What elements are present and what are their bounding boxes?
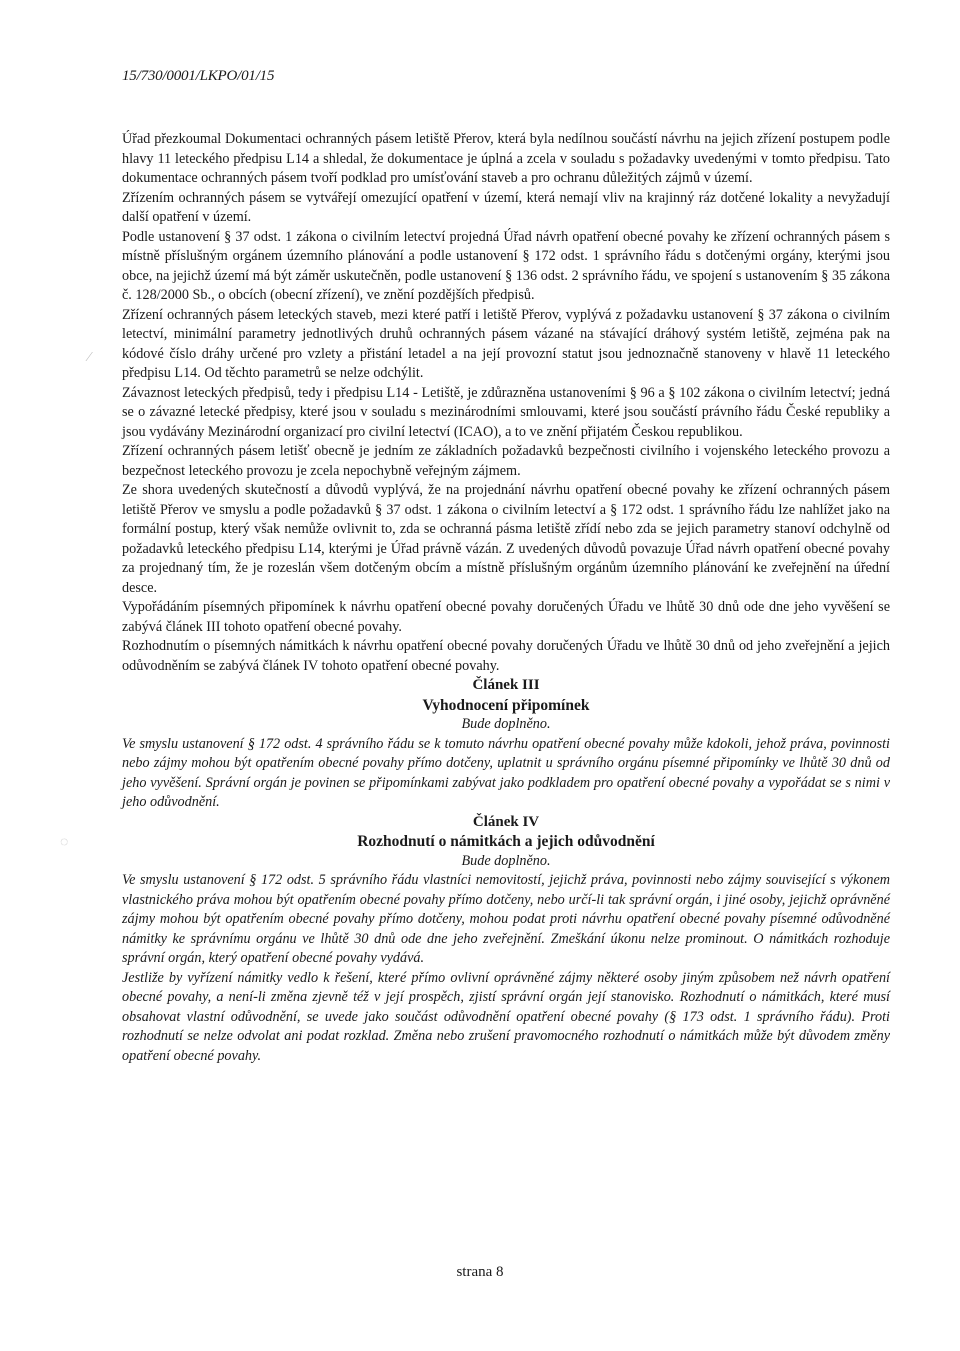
paragraph: Podle ustanovení § 37 odst. 1 zákona o civilním letectví projedná Úřad návrh opatření obecné povahy ke zřízení ochranných pásem s místně příslušným orgánem územního plánování a podle ustanovení § 172 odst. 1 správního řádu s dotčenými orgány, kterými jsou obce, na jejichž území má být záměr uskutečněn, podle ustanovení § 136 odst. 2 správního řádu, ve spojení s ustanovením § 35 zákona č. 128/2000 Sb., o obcích (obecní zřízení), ve znění pozdějších předpisů. <box>122 228 890 303</box>
paragraph: Ze shora uvedených skutečností a důvodů vyplývá, že na projednání návrhu opatření obecné povahy ke zřízení ochranných pásem letiště Přerov ve smyslu a podle požadavků § 37 odst. 1 zákona o civilním letectví a § 172 odst. 1 správního řádu lze nahlížet jako na formální postup, který však nemůže ovlivnit to, zda se ochranná pásma letiště zřídí nebo zda se jejich parametry stanoví odchylně od požadavků leteckého předpisu L14, kterými je Úřad právně vázán. Z uvedených důvodů povazuje Úřad návrh opatření obecné povahy za projednaný tím, že je rozeslán všem dotčeným obcím a místně příslušným orgánům územního plánování ke zveřejnění na úřední desce. <box>122 482 890 596</box>
article-3-paragraph: Ve smyslu ustanovení § 172 odst. 4 správního řádu se k tomuto návrhu opatření obecné povahy může kdokoli, jehož práva, povinnosti nebo zájmy mohou být opatřením obecné povahy přímo dotčeny, uplatnit u správního orgánu písemné připomínky ve lhůtě 30 dnů od jeho vyvěšení. Správní orgán je povinen se připomínkami zabývat jako podkladem pro opatření obecné povahy a vypořádat se s nimi v jeho odůvodnění. <box>122 735 890 810</box>
scan-artifact-icon: ⁄ <box>88 350 91 365</box>
article-4-paragraph: Jestliže by vyřízení námitky vedlo k řešení, které přímo ovlivní oprávněné zájmy některé osoby jiným způsobem než návrh opatření obecné povahy, a není-li změna zjevně též v její prospěch, zjistí správní orgán její stanovisko. Rozhodnutí o námitkách, které musí obsahovat vlastní odůvodnění, se uvede jako součást odůvodnění opatření obecné povahy (§ 173 odst. 1 správního řádu). Proti rozhodnutí se nelze odvolat ani podat rozklad. Změna nebo zrušení pravomocného rozhodnutí o námitkách může být důvodem změny opatření obecné povahy. <box>122 969 890 1064</box>
paragraph: Zřízení ochranných pásem leteckých staveb, mezi které patří i letiště Přerov, vyplývá z požadavku ustanovení § 37 zákona o civilním letectví, minimální parametry jednotlivých druhů ochranných pásem vázané na stávající dráhový systém letiště, zejména pak na kódové číslo dráhy určené pro vzlety a přistání letadel a na její provozní statut jsou jednoznačně stanoveny v hlavě 11 leteckého předpisu L14. Od těchto parametrů se nelze odchýlit. <box>122 306 890 381</box>
scan-artifact-icon: ◌ <box>60 835 69 850</box>
paragraph: Zřízení ochranných pásem letišť obecně je jedním ze základních požadavků bezpečnosti civilního i vojenského leteckého provozu a bezpečnost leteckého provozu je zcela nepochybně veřejným zájmem. <box>122 443 890 479</box>
article-4-note: Bude doplněno. <box>461 852 551 869</box>
document-reference: 15/730/0001/LKPO/01/15 <box>122 68 275 84</box>
paragraph: Rozhodnutím o písemných námitkách k návrhu opatření obecné povahy doručených Úřadu ve lhůtě 30 dnů od jeho zveřejnění a jejich odůvodněním se zabývá článek IV tohoto opatření obecné povahy. <box>122 638 890 674</box>
article-4-paragraph: Ve smyslu ustanovení § 172 odst. 5 správního řádu vlastníci nemovitostí, jejichž práva, povinnosti nebo zájmy související s výkonem vlastnického práva mohou být opatřením obecné povahy přímo dotčeny, nebo určí-li tak správní orgán, i jiné osoby, jejichž oprávněné zájmy mohou být opatřením obecné povahy přímo dotčeny, mohou podat proti návrhu opatření obecné povahy písemné odůvodněné námitky ke správnímu orgánu ve lhůtě 30 dnů ode dne jeho zveřejnění. Zmeškání úkonu nelze prominout. O námitkách rozhoduje správní orgán, který opatření obecné povahy vydává. <box>122 872 890 966</box>
paragraph: Vypořádáním písemných připomínek k návrhu opatření obecné povahy doručených Úřadu ve lhůtě 30 dnů ode dne jeho vyvěšení se zabývá článek III tohoto opatření obecné povahy. <box>122 599 890 635</box>
article-3-note: Bude doplněno. <box>461 716 551 732</box>
paragraph: Zřízením ochranných pásem se vytvářejí omezující opatření v území, která nemají vliv na krajinný ráz dotčené lokality a nevyžadují další opatření v území. <box>122 189 890 225</box>
article-3-title: Vyhodnocení připomínek <box>422 696 590 714</box>
page-number: strana 8 <box>456 1264 504 1280</box>
article-3-number: Článek III <box>472 677 540 693</box>
article-4-number: Článek IV <box>472 813 540 830</box>
paragraph: Závaznost leteckých předpisů, tedy i předpisu L14 - Letiště, je zdůrazněna ustanoveními § 96 a § 102 zákona o civilním letectví; jedná se o závazné letecké předpisy, které jsou v souladu s mezinárodními smlouvami, které jsou součástí právního řádu České republiky a jsou vydávány Mezinárodní organizací pro civilní letectví (ICAO), a to ve znění přijatém Českou republikou. <box>122 384 890 440</box>
paragraph: Úřad přezkoumal Dokumentaci ochranných pásem letiště Přerov, která byla nedílnou součástí návrhu na jejich zřízení postupem podle hlavy 11 leteckého předpisu L14 a shledal, že dokumentace je úplná a zcela v souladu s požadavky uvedenými v tomto předpisu. Tato dokumentace ochranných pásem tvoří podklad pro umísťování staveb a pro ochranu důležitých zájmů v území. <box>122 131 890 186</box>
document-body <box>122 130 890 1066</box>
article-4-title: Rozhodnutí o námitkách a jejich odůvodnění <box>357 833 655 850</box>
